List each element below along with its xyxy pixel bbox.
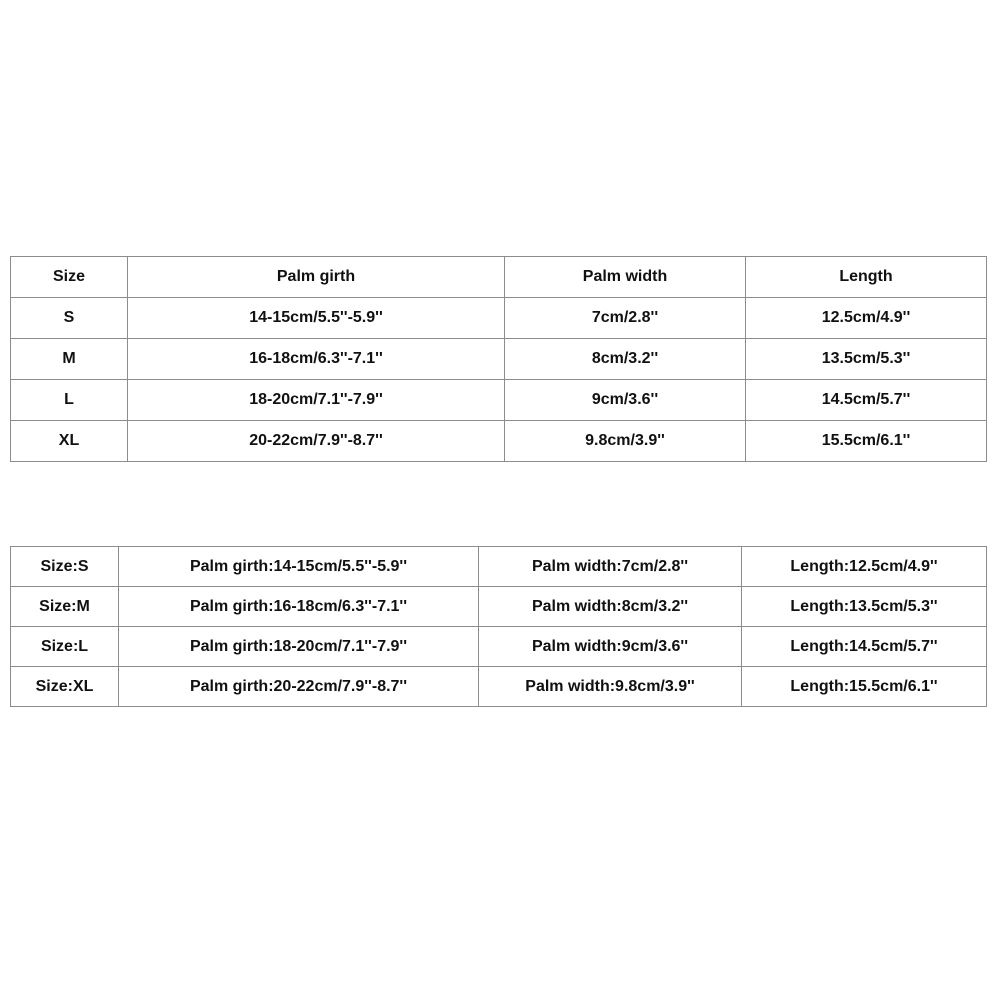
size-cell: L — [11, 380, 128, 421]
size-chart-table — [10, 256, 987, 462]
length-cell: 14.5cm/5.7'' — [746, 380, 987, 421]
palm-girth-cell: 20-22cm/7.9''-8.7'' — [128, 421, 505, 462]
table-row — [11, 667, 987, 707]
table-row — [11, 547, 987, 587]
size-cell: Size:S — [11, 547, 119, 587]
size-cell: XL — [11, 421, 128, 462]
length-cell: Length:14.5cm/5.7'' — [742, 627, 987, 667]
header-size: Size — [11, 257, 128, 298]
size-chart-table-labeled — [10, 546, 987, 707]
length-cell: Length:15.5cm/6.1'' — [742, 667, 987, 707]
size-cell: Size:L — [11, 627, 119, 667]
table-row — [11, 339, 987, 380]
palm-girth-cell: 14-15cm/5.5''-5.9'' — [128, 298, 505, 339]
size-cell: Size:M — [11, 587, 119, 627]
size-cell: Size:XL — [11, 667, 119, 707]
length-cell: 12.5cm/4.9'' — [746, 298, 987, 339]
palm-girth-cell: Palm girth:14-15cm/5.5''-5.9'' — [119, 547, 479, 587]
palm-width-cell: Palm width:9.8cm/3.9'' — [479, 667, 742, 707]
palm-girth-cell: Palm girth:16-18cm/6.3''-7.1'' — [119, 587, 479, 627]
palm-width-cell: Palm width:8cm/3.2'' — [479, 587, 742, 627]
palm-width-cell: Palm width:7cm/2.8'' — [479, 547, 742, 587]
palm-width-cell: 7cm/2.8'' — [505, 298, 746, 339]
table-row — [11, 627, 987, 667]
header-palm-width: Palm width — [505, 257, 746, 298]
table-row — [11, 380, 987, 421]
palm-width-cell: 8cm/3.2'' — [505, 339, 746, 380]
palm-girth-cell: 18-20cm/7.1''-7.9'' — [128, 380, 505, 421]
palm-width-cell: Palm width:9cm/3.6'' — [479, 627, 742, 667]
palm-girth-cell: 16-18cm/6.3''-7.1'' — [128, 339, 505, 380]
size-cell: M — [11, 339, 128, 380]
table-row — [11, 298, 987, 339]
size-cell: S — [11, 298, 128, 339]
palm-girth-cell: Palm girth:20-22cm/7.9''-8.7'' — [119, 667, 479, 707]
length-cell: Length:13.5cm/5.3'' — [742, 587, 987, 627]
table-row — [11, 587, 987, 627]
palm-width-cell: 9.8cm/3.9'' — [505, 421, 746, 462]
table-header-row — [11, 257, 987, 298]
table-row — [11, 421, 987, 462]
palm-width-cell: 9cm/3.6'' — [505, 380, 746, 421]
header-palm-girth: Palm girth — [128, 257, 505, 298]
header-length: Length — [746, 257, 987, 298]
length-cell: Length:12.5cm/4.9'' — [742, 547, 987, 587]
length-cell: 13.5cm/5.3'' — [746, 339, 987, 380]
palm-girth-cell: Palm girth:18-20cm/7.1''-7.9'' — [119, 627, 479, 667]
length-cell: 15.5cm/6.1'' — [746, 421, 987, 462]
